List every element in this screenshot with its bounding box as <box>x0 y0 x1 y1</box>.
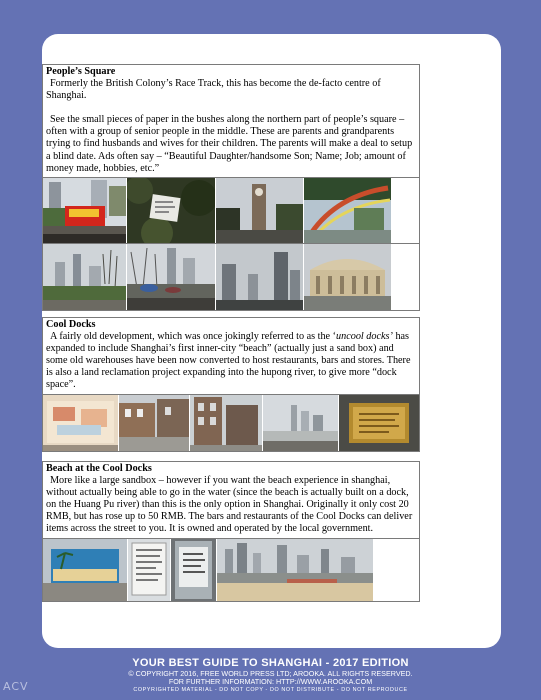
paper-ad-on-bush-photo <box>127 178 216 243</box>
warehouse-street-photo <box>119 395 190 451</box>
clock-tower-photo <box>216 178 304 243</box>
footer-copyright: © COPYRIGHT 2016, FREE WORLD PRESS LTD; AROOKA. ALL RIGHTS RESERVED. <box>128 669 413 678</box>
park-skyline-photo <box>43 244 127 310</box>
section-title: Cool Docks <box>46 319 96 330</box>
section-paragraph: See the small pieces of paper in the bushes along the northern part of people’s square – often with a group of senior people in the middle. These are parents and grandparents trying to find husbands and wives for their children. The parents will make a deal to setup a blind date. Ads often say – “Beautiful Daughter/handsome Son; Name; Job; amount of money made, hobbies, etc.” <box>46 114 413 174</box>
foggy-towers-photo <box>216 244 304 310</box>
photo-row <box>43 243 419 310</box>
footer-info: FOR FURTHER INFORMATION: HTTP://WWW.AROOKA.COM <box>168 677 373 687</box>
notice-board-photo <box>128 539 171 601</box>
section-paragraph: More like a large sandbox – however if you want the beach experience in shanghai, without actually being able to go in the water (since the beach is actually built on a dock, on the Huang Pu river) than this is the only option in Shanghai. Originally it only cost 20 RMB, but has rose up to 50 RMB. The bars and restaurants of the Cool Docks can deliver items across the street to you. It is owned and operated by the local government. <box>46 475 413 535</box>
photo-row <box>43 538 419 601</box>
river-skyline-photo <box>263 395 339 451</box>
footer-title: YOUR BEST GUIDE TO SHANGHAI - 2017 EDITION <box>132 657 409 669</box>
site-map-board-photo <box>43 395 119 451</box>
brick-buildings-photo <box>190 395 263 451</box>
section-title: People’s Square <box>46 66 116 77</box>
section-paragraph: Formerly the British Colony’s Race Track, this has become the de-facto centre of Shanghai. <box>46 78 381 102</box>
glass-door-sign-photo <box>171 539 217 601</box>
watermark: ACV <box>3 680 29 693</box>
italic-phrase: uncool docks’ <box>336 331 393 343</box>
museum-building-photo <box>304 244 391 310</box>
page-footer <box>0 657 541 694</box>
plaza-umbrellas-photo <box>127 244 216 310</box>
photo-row <box>43 177 419 243</box>
photo-row <box>43 394 419 451</box>
section-cool-docks <box>42 317 420 452</box>
paragraph-text: A fairly old development, which was once jokingly referred to as the ‘ <box>50 331 337 343</box>
footer-notice: COPYRIGHTED MATERIAL - DO NOT COPY - DO NOT DISTRIBUTE - DO NOT REPRODUCE <box>133 686 408 693</box>
brass-plaque-photo <box>339 395 419 451</box>
section-beach-cool-docks <box>42 461 420 602</box>
beach-billboard-photo <box>43 539 128 601</box>
amusement-ride-photo <box>304 178 391 243</box>
sandy-beach-skyline-photo <box>217 539 373 601</box>
section-title: Beach at the Cool Docks <box>46 463 152 474</box>
paragraph-text: has expanded to include Shanghai’s first inner-city “beach” (actually just a sand box) and some old warehouses have been now converted to host restaurants, bars and stores. There is also a land reclamation project expanding into the hupong river, to give more “dock space”. <box>46 331 411 391</box>
crowd-with-red-banner-photo <box>43 178 127 243</box>
section-paragraph <box>46 331 416 391</box>
section-peoples-square <box>42 64 420 311</box>
